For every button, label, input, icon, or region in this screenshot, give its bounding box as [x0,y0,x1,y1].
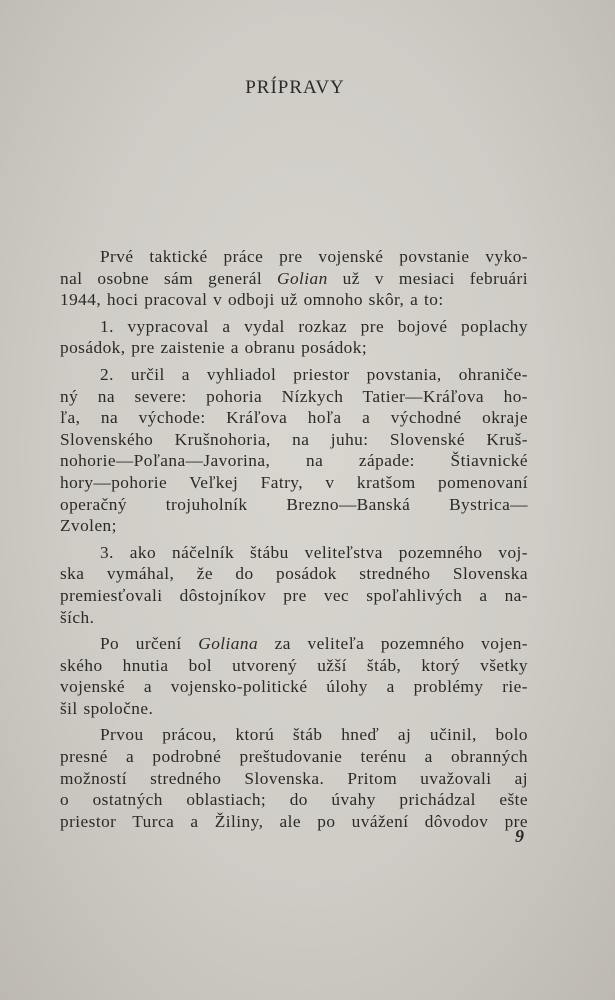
text-line: ska vymáhal, že do posádok stredného Slovenska [60,564,528,584]
text-line: možností stredného Slovenska. Pritom uvažovali aj [60,768,528,788]
paragraph [60,724,528,832]
text-line: Prvou prácou, ktorú štáb hneď aj učinil, bolo [100,725,528,745]
text-line: nohorie—Poľana—Javorina, na západe: Štiavnické [60,451,528,471]
text-segment: nal osobne sám generál [60,268,278,288]
text-line: ších. [60,607,95,627]
emphasized-name: Golian [277,268,328,288]
page-number: 9 [515,826,524,846]
text-line: operačný trojuholník Brezno—Banská Bystrica— [60,494,528,514]
text-line: ského hnutia bol utvorený užší štáb, ktorý všetky [60,655,528,675]
text-line: Zvolen; [60,516,117,536]
text-line: posádok, pre zaistenie a obranu posádok; [60,338,368,358]
text-line: Prvé taktické práce pre vojenské povstanie vyko- [100,247,528,266]
text-line: presné a podrobné preštudovanie terénu a obranných [60,747,528,767]
emphasized-name: Goliana [198,634,259,654]
text-line: Slovenského Krušnohoria, na juhu: Slovenské Kruš- [60,429,528,449]
text-line: 1944, hoci pracoval v odboji už omnoho skôr, a to: [60,290,444,310]
paragraph [60,246,528,311]
text-line: hory—pohorie Veľkej Fatry, v kratšom pomenovaní [60,472,528,492]
text-line: ný na severe: pohoria Nízkych Tatier—Kráľova ho- [60,386,528,406]
body-text [60,246,528,837]
text-segment: za veliteľa pozemného vojen- [258,634,528,654]
text-line: o ostatných oblastiach; do úvahy prichádzal ešte [60,790,528,810]
paragraph [60,633,528,719]
text-line [60,633,528,655]
chapter-title: PRÍPRAVY [245,77,345,98]
text-line: šil spoločne. [60,698,154,718]
text-line: 2. určil a vyhliadol priestor povstania, ohraniče- [100,364,528,384]
text-line: ľa, na východe: Kráľova hoľa a východné okraje [60,408,528,428]
text-line: 1. vypracoval a vydal rozkaz pre bojové poplachy [100,316,528,336]
paragraph [60,316,528,359]
text-segment: Po určení [100,634,199,654]
text-line [60,268,528,290]
text-line: priestor Turca a Žiliny, ale po uvážení dôvodov pre [60,811,528,831]
text-line: 3. ako náčelník štábu veliteľstva pozemného voj- [100,542,528,562]
text-segment: už v mesiaci februári [327,268,528,288]
paragraph [60,542,528,628]
paragraph [60,364,528,537]
text-line: vojenské a vojensko-politické úlohy a problémy rie- [60,677,528,697]
text-line: premiesťovali dôstojníkov pre vec spoľahlivých a na- [60,585,528,605]
